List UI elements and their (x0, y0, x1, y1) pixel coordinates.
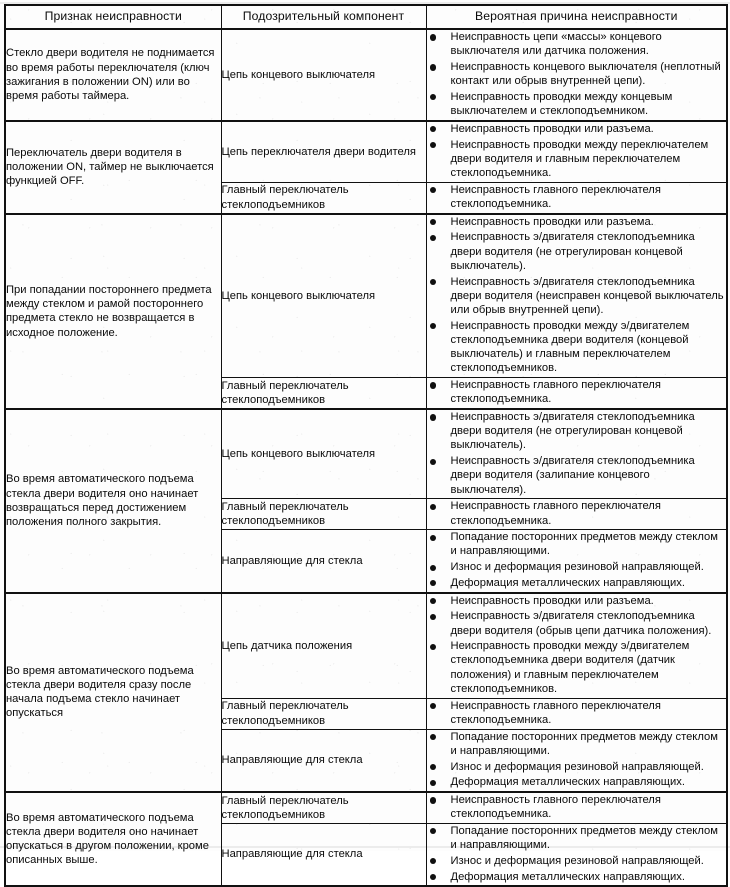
cause-list (427, 410, 727, 497)
cause-list (427, 183, 727, 211)
symptom-cell (5, 409, 221, 593)
component-text: Главный переключатель стеклоподъемников (221, 700, 349, 727)
table-row (5, 29, 727, 121)
table-row (5, 792, 727, 823)
symptom-cell (5, 593, 221, 792)
header-row (5, 5, 727, 29)
cause-item: Неисправность проводки между переключателем двери водителя и главным переключателем стеклоподъемника. (427, 138, 727, 181)
table-row (5, 593, 727, 699)
cause-cell (426, 593, 727, 699)
cause-item: Деформация металлических направляющих. (427, 775, 727, 789)
component-cell (221, 823, 426, 886)
cause-item: Неисправность главного переключателя стеклоподъемника. (427, 499, 727, 527)
component-text: Цепь концевого выключателя (221, 68, 376, 81)
component-cell (221, 214, 426, 378)
symptom-cell (5, 29, 221, 121)
component-cell (221, 29, 426, 121)
component-text: Направляющие для стекла (221, 848, 363, 861)
cause-item: Износ и деформация резиновой направляющей. (427, 760, 727, 774)
component-cell (221, 121, 426, 182)
cause-item: Неисправность проводки между э/двигателем стеклоподъемника двери водителя (концевой выключатель) и главным переключателем стеклоподъемников. (427, 319, 727, 376)
component-cell (221, 593, 426, 699)
cause-item: Износ и деформация резиновой направляющей. (427, 560, 727, 574)
symptom-text: Во время автоматического подъема стекла двери водителя оно начинает опускаться в другом положении, кроме описанных выше. (6, 811, 209, 867)
cause-cell (426, 409, 727, 499)
cause-cell (426, 378, 727, 409)
component-text: Главный переключатель стеклоподъемников (221, 794, 349, 821)
table-header (5, 5, 727, 29)
component-cell (221, 409, 426, 499)
cause-cell (426, 182, 727, 213)
symptom-cell (5, 792, 221, 886)
cause-list (427, 730, 727, 790)
cause-item: Неисправность проводки между э/двигателем стеклоподъемника двери водителя (датчик положения) и главным переключателем стеклоподъемников. (427, 639, 727, 696)
component-text: Цепь концевого выключателя (221, 289, 376, 302)
component-text: Цепь концевого выключателя (221, 448, 376, 461)
component-text: Направляющие для стекла (221, 754, 363, 767)
component-text: Направляющие для стекла (221, 554, 363, 567)
table-row (5, 214, 727, 378)
cause-cell (426, 729, 727, 792)
component-cell (221, 378, 426, 409)
cause-cell (426, 121, 727, 182)
component-text: Главный переключатель стеклоподъемников (221, 184, 349, 211)
component-text: Цепь датчика положения (221, 639, 353, 652)
fault-diagnosis-table (4, 4, 728, 887)
cause-cell (426, 792, 727, 823)
component-text: Цепь переключателя двери водителя (221, 145, 416, 158)
component-text: Главный переключатель стеклоподъемников (221, 379, 349, 406)
cause-item: Неисправность цепи «массы» концевого выключателя или датчика положения. (427, 30, 727, 58)
cause-item: Неисправность главного переключателя стеклоподъемника. (427, 183, 727, 211)
cause-item: Деформация металлических направляющих. (427, 870, 727, 884)
cause-item: Неисправность главного переключателя стеклоподъемника. (427, 699, 727, 727)
symptom-text: Переключатель двери водителя в положении ON, таймер не выключается функцией OFF. (6, 146, 214, 188)
symptom-cell (5, 121, 221, 214)
component-cell (221, 729, 426, 792)
cause-item: Неисправность э/двигателя стеклоподъемника двери водителя (залипание концевого выключателя). (427, 454, 727, 497)
cause-item: Попадание посторонних предметов между стеклом и направляющими. (427, 824, 727, 852)
cause-item: Деформация металлических направляющих. (427, 576, 727, 590)
cause-list (427, 530, 727, 590)
cause-item: Неисправность главного переключателя стеклоподъемника. (427, 378, 727, 406)
cause-list (427, 824, 727, 884)
cause-item: Неисправность проводки или разъема. (427, 594, 727, 608)
component-cell (221, 792, 426, 823)
component-cell (221, 182, 426, 213)
component-cell (221, 698, 426, 729)
cause-cell (426, 499, 727, 530)
cause-cell (426, 29, 727, 121)
symptom-text: Во время автоматического подъема стекла двери водителя оно начинает возвращаться перед достижением положения полного закрытия. (6, 473, 199, 528)
cause-list (427, 378, 727, 406)
component-text: Главный переключатель стеклоподъемников (221, 501, 349, 528)
cause-item: Попадание посторонних предметов между стеклом и направляющими. (427, 730, 727, 758)
table-body (5, 29, 727, 886)
cause-cell (426, 698, 727, 729)
cause-list (427, 793, 727, 821)
symptom-text: Во время автоматического подъема стекла двери водителя сразу после начала подъема стекло начинает опускаться (6, 664, 194, 720)
cause-item: Попадание посторонних предметов между стеклом и направляющими. (427, 530, 727, 558)
cause-item: Неисправность концевого выключателя (неплотный контакт или обрыв внутренней цепи). (427, 60, 727, 88)
column-header-component: Подозрительный компонент (221, 5, 426, 29)
cause-item: Неисправность э/двигателя стеклоподъемника двери водителя (не отрегулирован концевой выключатель). (427, 410, 727, 453)
cause-item: Неисправность проводки между концевым выключателем и стеклоподъемником. (427, 90, 727, 118)
cause-list (427, 122, 727, 180)
cause-list (427, 594, 727, 697)
column-header-cause: Вероятная причина неисправности (426, 5, 727, 29)
component-cell (221, 530, 426, 593)
component-cell (221, 499, 426, 530)
cause-item: Неисправность э/двигателя стеклоподъемника двери водителя (не отрегулирован концевой выключатель). (427, 230, 727, 273)
symptom-cell (5, 214, 221, 409)
cause-cell (426, 823, 727, 886)
cause-item: Неисправность э/двигателя стеклоподъемника двери водителя (обрыв цепи датчика положения). (427, 609, 727, 637)
cause-item: Неисправность проводки или разъема. (427, 122, 727, 136)
column-header-symptom: Признак неисправности (5, 5, 221, 29)
symptom-text: Стекло двери водителя не поднимается во время работы переключателя (ключ зажигания в положении ON) или во время работы таймера. (6, 47, 215, 103)
table-row (5, 409, 727, 499)
cause-item: Неисправность главного переключателя стеклоподъемника. (427, 793, 727, 821)
cause-list (427, 215, 727, 376)
cause-list (427, 30, 727, 118)
cause-list (427, 499, 727, 527)
cause-list (427, 699, 727, 727)
symptom-text: При попадании постороннего предмета между стеклом и рамой постороннего предмета стекло не возвращается в исходное положение. (6, 283, 212, 339)
cause-item: Неисправность э/двигателя стеклоподъемника двери водителя (неисправен концевой выключатель или обрыв внутренней цепи). (427, 275, 727, 318)
cause-item: Неисправность проводки или разъема. (427, 215, 727, 229)
cause-item: Износ и деформация резиновой направляющей. (427, 854, 727, 868)
table-row (5, 121, 727, 182)
cause-cell (426, 214, 727, 378)
cause-cell (426, 530, 727, 593)
